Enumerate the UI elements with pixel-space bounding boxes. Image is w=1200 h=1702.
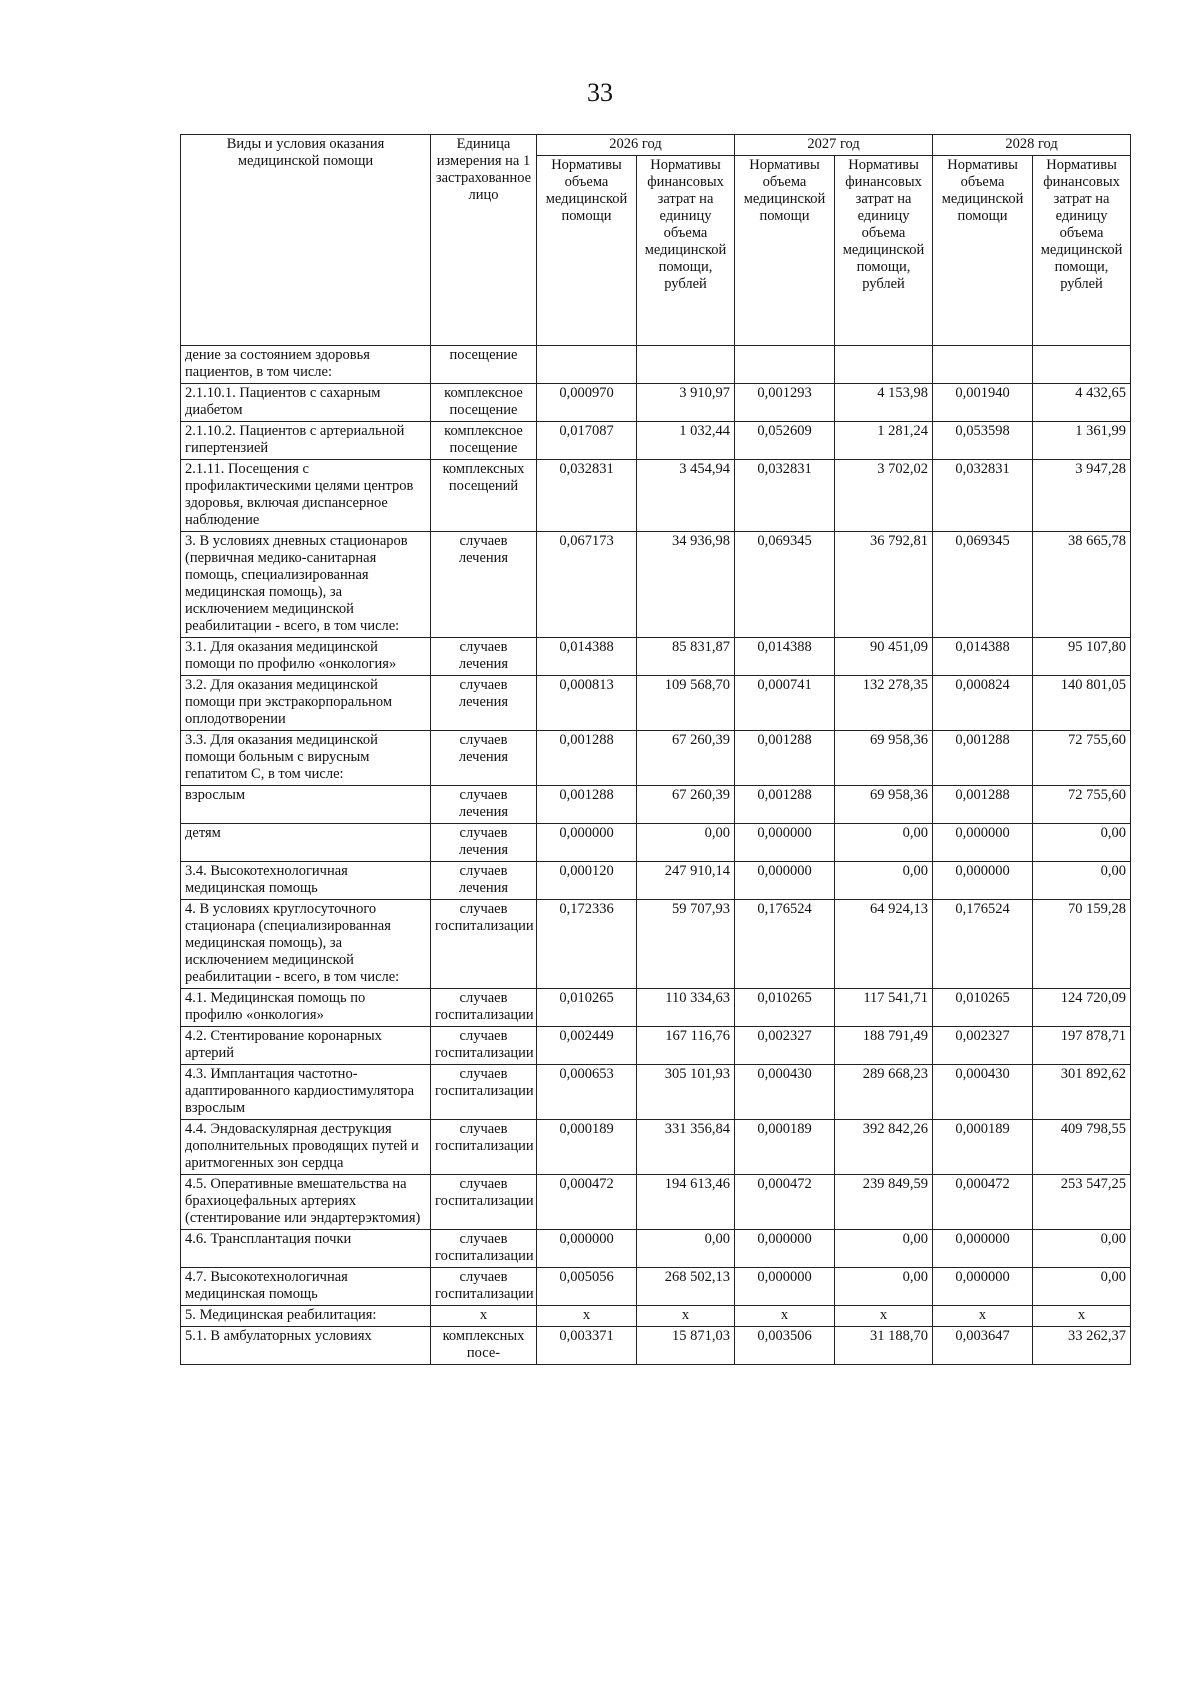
- finance-norm-2026: 34 936,98: [637, 532, 735, 638]
- finance-norm-2028: 70 159,28: [1033, 900, 1131, 989]
- row-care-type: 5. Медицинская реабилитация:: [181, 1306, 431, 1327]
- volume-norm-2027: 0,003506: [735, 1327, 835, 1365]
- finance-norm-2027: 3 702,02: [835, 460, 933, 532]
- volume-norm-2026: 0,000472: [537, 1175, 637, 1230]
- volume-norm-2027: 0,000741: [735, 676, 835, 731]
- volume-norm-2027: 0,052609: [735, 422, 835, 460]
- finance-norm-2026: 67 260,39: [637, 786, 735, 824]
- finance-norm-2028: 4 432,65: [1033, 384, 1131, 422]
- volume-norm-2026: 0,000120: [537, 862, 637, 900]
- row-unit: случаев госпитализации: [431, 1175, 537, 1230]
- table-row: [181, 384, 1131, 422]
- finance-norm-2027: 117 541,71: [835, 989, 933, 1027]
- finance-norm-2026: [637, 346, 735, 384]
- finance-norm-2028: 124 720,09: [1033, 989, 1131, 1027]
- finance-norm-2026: 109 568,70: [637, 676, 735, 731]
- volume-norm-2027: 0,000000: [735, 1268, 835, 1306]
- finance-norm-2028: х: [1033, 1306, 1131, 1327]
- volume-norm-2028: 0,000430: [933, 1065, 1033, 1120]
- finance-norm-2027: 392 842,26: [835, 1120, 933, 1175]
- table-row: [181, 638, 1131, 676]
- volume-norm-2027: 0,001288: [735, 786, 835, 824]
- volume-norm-2028: 0,032831: [933, 460, 1033, 532]
- volume-norm-2026: 0,067173: [537, 532, 637, 638]
- table-row: [181, 532, 1131, 638]
- row-unit: случаев госпитализации: [431, 1120, 537, 1175]
- table-row: [181, 346, 1131, 384]
- finance-norm-2026: 110 334,63: [637, 989, 735, 1027]
- volume-norm-2028: 0,176524: [933, 900, 1033, 989]
- header-year-2026: 2026 год: [537, 135, 735, 156]
- finance-norm-2026: 15 871,03: [637, 1327, 735, 1365]
- table-row: [181, 460, 1131, 532]
- volume-norm-2027: 0,000000: [735, 1230, 835, 1268]
- table-row: [181, 1306, 1131, 1327]
- table-row: [181, 1065, 1131, 1120]
- row-care-type: 2.1.11. Посещения с профилактическими целями центров здоровья, включая диспансерное наблюдение: [181, 460, 431, 532]
- volume-norm-2027: 0,014388: [735, 638, 835, 676]
- finance-norm-2028: 253 547,25: [1033, 1175, 1131, 1230]
- finance-norm-2028: 301 892,62: [1033, 1065, 1131, 1120]
- finance-norm-2027: 132 278,35: [835, 676, 933, 731]
- medical-care-norms-table: [180, 134, 1131, 1365]
- header-finance-2026: Нормативы финансовых затрат на единицу объема медицинской помощи, рублей: [637, 156, 735, 346]
- finance-norm-2027: 4 153,98: [835, 384, 933, 422]
- row-unit: случаев лечения: [431, 731, 537, 786]
- row-unit: случаев госпитализации: [431, 900, 537, 989]
- volume-norm-2026: 0,003371: [537, 1327, 637, 1365]
- finance-norm-2027: 289 668,23: [835, 1065, 933, 1120]
- row-care-type: 4.6. Трансплантация почки: [181, 1230, 431, 1268]
- finance-norm-2026: 167 116,76: [637, 1027, 735, 1065]
- row-care-type: 3.2. Для оказания медицинской помощи при экстракорпоральном оплодотворении: [181, 676, 431, 731]
- header-volume-2028: Нормативы объема медицинской помощи: [933, 156, 1033, 346]
- finance-norm-2028: 0,00: [1033, 862, 1131, 900]
- row-unit: случаев лечения: [431, 786, 537, 824]
- finance-norm-2026: 331 356,84: [637, 1120, 735, 1175]
- finance-norm-2026: 3 910,97: [637, 384, 735, 422]
- row-care-type: 4.2. Стентирование коронарных артерий: [181, 1027, 431, 1065]
- row-unit: случаев лечения: [431, 824, 537, 862]
- finance-norm-2026: 268 502,13: [637, 1268, 735, 1306]
- volume-norm-2028: 0,014388: [933, 638, 1033, 676]
- volume-norm-2027: 0,069345: [735, 532, 835, 638]
- finance-norm-2028: 0,00: [1033, 1268, 1131, 1306]
- finance-norm-2028: 38 665,78: [1033, 532, 1131, 638]
- finance-norm-2027: 0,00: [835, 1268, 933, 1306]
- finance-norm-2026: 85 831,87: [637, 638, 735, 676]
- volume-norm-2026: 0,001288: [537, 731, 637, 786]
- volume-norm-2028: 0,001940: [933, 384, 1033, 422]
- volume-norm-2028: 0,000000: [933, 1230, 1033, 1268]
- header-volume-2027: Нормативы объема медицинской помощи: [735, 156, 835, 346]
- table-row: [181, 1230, 1131, 1268]
- volume-norm-2026: 0,000653: [537, 1065, 637, 1120]
- row-unit: случаев госпитализации: [431, 1230, 537, 1268]
- finance-norm-2028: 72 755,60: [1033, 786, 1131, 824]
- finance-norm-2026: 3 454,94: [637, 460, 735, 532]
- finance-norm-2026: х: [637, 1306, 735, 1327]
- finance-norm-2028: 0,00: [1033, 824, 1131, 862]
- row-unit: случаев лечения: [431, 676, 537, 731]
- volume-norm-2027: 0,002327: [735, 1027, 835, 1065]
- table-row: [181, 989, 1131, 1027]
- header-care-types: Виды и условия оказания медицинской помощи: [181, 135, 431, 346]
- row-care-type: 2.1.10.2. Пациентов с артериальной гипертензией: [181, 422, 431, 460]
- volume-norm-2027: 0,000472: [735, 1175, 835, 1230]
- volume-norm-2028: 0,000189: [933, 1120, 1033, 1175]
- finance-norm-2027: 0,00: [835, 824, 933, 862]
- finance-norm-2027: 0,00: [835, 1230, 933, 1268]
- row-care-type: взрослым: [181, 786, 431, 824]
- table-row: [181, 422, 1131, 460]
- volume-norm-2028: 0,069345: [933, 532, 1033, 638]
- volume-norm-2026: 0,005056: [537, 1268, 637, 1306]
- finance-norm-2027: 69 958,36: [835, 786, 933, 824]
- table-row: [181, 900, 1131, 989]
- row-care-type: 3.3. Для оказания медицинской помощи больным с вирусным гепатитом С, в том числе:: [181, 731, 431, 786]
- volume-norm-2026: 0,000970: [537, 384, 637, 422]
- finance-norm-2026: 59 707,93: [637, 900, 735, 989]
- volume-norm-2028: 0,002327: [933, 1027, 1033, 1065]
- row-care-type: 3.4. Высокотехнологичная медицинская помощь: [181, 862, 431, 900]
- finance-norm-2027: 90 451,09: [835, 638, 933, 676]
- table-row: [181, 1268, 1131, 1306]
- finance-norm-2027: 36 792,81: [835, 532, 933, 638]
- finance-norm-2027: 1 281,24: [835, 422, 933, 460]
- table-row: [181, 731, 1131, 786]
- finance-norm-2027: 0,00: [835, 862, 933, 900]
- volume-norm-2028: 0,000000: [933, 824, 1033, 862]
- finance-norm-2027: 188 791,49: [835, 1027, 933, 1065]
- finance-norm-2028: 1 361,99: [1033, 422, 1131, 460]
- finance-norm-2026: 1 032,44: [637, 422, 735, 460]
- table-row: [181, 786, 1131, 824]
- volume-norm-2028: 0,000000: [933, 1268, 1033, 1306]
- finance-norm-2026: 247 910,14: [637, 862, 735, 900]
- row-unit: случаев госпитализации: [431, 1065, 537, 1120]
- row-care-type: 3.1. Для оказания медицинской помощи по профилю «онкология»: [181, 638, 431, 676]
- volume-norm-2028: 0,000472: [933, 1175, 1033, 1230]
- volume-norm-2028: 0,001288: [933, 731, 1033, 786]
- row-care-type: 4. В условиях круглосуточного стационара (специализированная медицинская помощь), за исключением медицинской реабилитации - всего, в том числе:: [181, 900, 431, 989]
- row-care-type: 4.4. Эндоваскулярная деструкция дополнительных проводящих путей и аритмогенных зон сердца: [181, 1120, 431, 1175]
- volume-norm-2027: 0,001288: [735, 731, 835, 786]
- finance-norm-2026: 194 613,46: [637, 1175, 735, 1230]
- table-row: [181, 862, 1131, 900]
- header-finance-2027: Нормативы финансовых затрат на единицу объема медицинской помощи, рублей: [835, 156, 933, 346]
- volume-norm-2026: 0,000000: [537, 824, 637, 862]
- header-unit: Единица измерения на 1 застрахованное лицо: [431, 135, 537, 346]
- row-unit: комплексное посещение: [431, 422, 537, 460]
- volume-norm-2028: 0,010265: [933, 989, 1033, 1027]
- volume-norm-2027: 0,000000: [735, 824, 835, 862]
- finance-norm-2028: 140 801,05: [1033, 676, 1131, 731]
- row-care-type: 4.3. Имплантация частотно-адаптированного кардиостимулятора взрослым: [181, 1065, 431, 1120]
- finance-norm-2027: х: [835, 1306, 933, 1327]
- volume-norm-2027: 0,001293: [735, 384, 835, 422]
- volume-norm-2026: 0,017087: [537, 422, 637, 460]
- row-care-type: 3. В условиях дневных стационаров (первичная медико-санитарная помощь, специализированная медицинская помощь), за исключением медицинской реабилитации - всего, в том числе:: [181, 532, 431, 638]
- row-unit: случаев госпитализации: [431, 989, 537, 1027]
- row-unit: случаев лечения: [431, 532, 537, 638]
- volume-norm-2028: 0,053598: [933, 422, 1033, 460]
- table-row: [181, 1120, 1131, 1175]
- row-unit: х: [431, 1306, 537, 1327]
- row-unit: случаев лечения: [431, 638, 537, 676]
- row-unit: комплексных посещений: [431, 460, 537, 532]
- finance-norm-2028: 33 262,37: [1033, 1327, 1131, 1365]
- volume-norm-2026: [537, 346, 637, 384]
- row-care-type: 4.1. Медицинская помощь по профилю «онкология»: [181, 989, 431, 1027]
- finance-norm-2028: 197 878,71: [1033, 1027, 1131, 1065]
- header-finance-2028: Нормативы финансовых затрат на единицу объема медицинской помощи, рублей: [1033, 156, 1131, 346]
- volume-norm-2026: 0,172336: [537, 900, 637, 989]
- row-unit: комплексных посе-: [431, 1327, 537, 1365]
- row-care-type: 5.1. В амбулаторных условиях: [181, 1327, 431, 1365]
- volume-norm-2028: 0,000824: [933, 676, 1033, 731]
- row-care-type: детям: [181, 824, 431, 862]
- volume-norm-2026: 0,002449: [537, 1027, 637, 1065]
- volume-norm-2026: 0,000189: [537, 1120, 637, 1175]
- row-unit: комплексное посещение: [431, 384, 537, 422]
- finance-norm-2026: 0,00: [637, 1230, 735, 1268]
- finance-norm-2026: 305 101,93: [637, 1065, 735, 1120]
- finance-norm-2027: 64 924,13: [835, 900, 933, 989]
- volume-norm-2027: 0,000189: [735, 1120, 835, 1175]
- volume-norm-2027: 0,000000: [735, 862, 835, 900]
- row-unit: посещение: [431, 346, 537, 384]
- volume-norm-2028: 0,000000: [933, 862, 1033, 900]
- table-row: [181, 1175, 1131, 1230]
- volume-norm-2027: х: [735, 1306, 835, 1327]
- table-body: [181, 346, 1131, 1365]
- row-care-type: 4.7. Высокотехнологичная медицинская помощь: [181, 1268, 431, 1306]
- volume-norm-2028: 0,003647: [933, 1327, 1033, 1365]
- header-year-2028: 2028 год: [933, 135, 1131, 156]
- finance-norm-2028: 3 947,28: [1033, 460, 1131, 532]
- volume-norm-2027: 0,176524: [735, 900, 835, 989]
- row-care-type: 2.1.10.1. Пациентов с сахарным диабетом: [181, 384, 431, 422]
- volume-norm-2026: 0,000813: [537, 676, 637, 731]
- row-unit: случаев лечения: [431, 862, 537, 900]
- row-unit: случаев госпитализации: [431, 1027, 537, 1065]
- finance-norm-2028: 72 755,60: [1033, 731, 1131, 786]
- volume-norm-2027: 0,000430: [735, 1065, 835, 1120]
- finance-norm-2028: 409 798,55: [1033, 1120, 1131, 1175]
- finance-norm-2028: 0,00: [1033, 1230, 1131, 1268]
- row-unit: случаев госпитализации: [431, 1268, 537, 1306]
- finance-norm-2027: 31 188,70: [835, 1327, 933, 1365]
- volume-norm-2026: 0,014388: [537, 638, 637, 676]
- volume-norm-2028: х: [933, 1306, 1033, 1327]
- volume-norm-2027: [735, 346, 835, 384]
- finance-norm-2027: 239 849,59: [835, 1175, 933, 1230]
- page-number: 33: [587, 78, 613, 107]
- table-row: [181, 1027, 1131, 1065]
- volume-norm-2026: 0,032831: [537, 460, 637, 532]
- row-care-type: дение за состоянием здоровья пациентов, в том числе:: [181, 346, 431, 384]
- header-year-2027: 2027 год: [735, 135, 933, 156]
- finance-norm-2027: 69 958,36: [835, 731, 933, 786]
- volume-norm-2028: [933, 346, 1033, 384]
- finance-norm-2028: 95 107,80: [1033, 638, 1131, 676]
- volume-norm-2026: 0,010265: [537, 989, 637, 1027]
- finance-norm-2028: [1033, 346, 1131, 384]
- finance-norm-2026: 67 260,39: [637, 731, 735, 786]
- volume-norm-2027: 0,032831: [735, 460, 835, 532]
- row-care-type: 4.5. Оперативные вмешательства на брахиоцефальных артериях (стентирование или эндартерэктомия): [181, 1175, 431, 1230]
- volume-norm-2026: 0,001288: [537, 786, 637, 824]
- table-row: [181, 1327, 1131, 1365]
- volume-norm-2026: 0,000000: [537, 1230, 637, 1268]
- volume-norm-2028: 0,001288: [933, 786, 1033, 824]
- header-volume-2026: Нормативы объема медицинской помощи: [537, 156, 637, 346]
- table-row: [181, 676, 1131, 731]
- finance-norm-2026: 0,00: [637, 824, 735, 862]
- table-row: [181, 824, 1131, 862]
- volume-norm-2026: х: [537, 1306, 637, 1327]
- volume-norm-2027: 0,010265: [735, 989, 835, 1027]
- finance-norm-2027: [835, 346, 933, 384]
